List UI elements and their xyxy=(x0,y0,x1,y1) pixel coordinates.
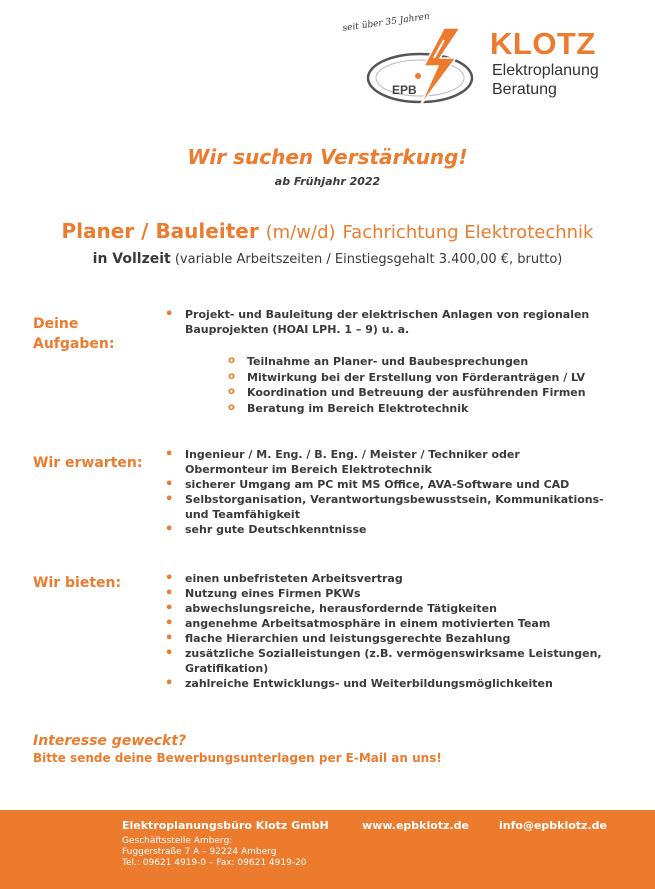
list-item: • Projekt- und Bauleitung der elektrischen Anlagen von regionalen Bauprojekten (HOAI LPH. 1 – 9) u. a. xyxy=(165,307,605,337)
job-title-main: Planer / Bauleiter xyxy=(61,219,259,243)
footer-address: Fuggerstraße 7 A – 92224 Amberg xyxy=(122,847,277,857)
tasks-label-line1: Deine xyxy=(33,316,79,332)
job-field: Fachrichtung Elektrotechnik xyxy=(342,222,594,243)
offer-label: Wir bieten: xyxy=(33,575,122,591)
list-item: • einen unbefristeten Arbeitsvertrag xyxy=(165,571,605,586)
footer-email-link[interactable]: info@epbklotz.de xyxy=(499,819,607,832)
job-gender: (m/w/d) xyxy=(265,222,336,243)
list-item: • sehr gute Deutschkenntnisse xyxy=(165,522,605,537)
list-item: o Teilnahme an Planer- und Baubesprechungen xyxy=(228,354,608,370)
footer xyxy=(0,810,655,889)
job-time: in Vollzeit xyxy=(92,251,171,267)
tasks-label-line2: Aufgaben: xyxy=(33,336,115,352)
footer-branch: Geschäftsstelle Amberg: xyxy=(122,836,233,846)
footer-phone: Tel.: 09621 4919-0 – Fax: 09621 4919-20 xyxy=(122,858,307,868)
list-item: • sicherer Umgang am PC mit MS Office, AVA-Software und CAD xyxy=(165,477,605,492)
list-item: • abwechslungsreiche, herausfordernde Tätigkeiten xyxy=(165,601,605,616)
list-item: • angenehme Arbeitsatmosphäre in einem motivierten Team xyxy=(165,616,605,631)
job-subtitle xyxy=(0,251,655,267)
list-item: • zusätzliche Sozialleistungen (z.B. vermögenswirksame Leistungen, Gratifikation) xyxy=(165,646,605,676)
job-details: (variable Arbeitszeiten / Einstiegsgehalt 3.400,00 €, brutto) xyxy=(174,252,563,267)
expect-label: Wir erwarten: xyxy=(33,455,143,471)
interest-title: Interesse geweckt? xyxy=(33,733,187,749)
expect-list xyxy=(165,447,605,537)
tasks-label xyxy=(33,314,114,354)
company-logo xyxy=(330,10,620,110)
logo-subtitle-2: Beratung xyxy=(492,81,557,98)
logo-tagline: seit über 35 Jahren xyxy=(342,11,431,34)
logo-brand: KLOTZ xyxy=(490,26,596,61)
list-item: o Mitwirkung bei der Erstellung von Förderanträgen / LV xyxy=(228,370,608,386)
list-item: • flache Hierarchien und leistungsgerechte Bezahlung xyxy=(165,631,605,646)
list-item: • Nutzung eines Firmen PKWs xyxy=(165,586,605,601)
list-item: • Selbstorganisation, Verantwortungsbewusstsein, Kommunikations- und Teamfähigkeit xyxy=(165,492,605,522)
list-item: • Ingenieur / M. Eng. / B. Eng. / Meister / Techniker oder Obermonteur im Bereich Elektrotechnik xyxy=(165,447,605,477)
interest-text: Bitte sende deine Bewerbungsunterlagen per E-Mail an uns! xyxy=(33,751,442,765)
list-item: o Koordination und Betreuung der ausführenden Firmen xyxy=(228,385,608,401)
logo-badge: EPB xyxy=(392,83,417,97)
start-date: ab Frühjahr 2022 xyxy=(274,175,381,188)
footer-company: Elektroplanungsbüro Klotz GmbH xyxy=(122,819,329,832)
offer-list xyxy=(165,571,605,691)
list-item: • zahlreiche Entwicklungs- und Weiterbildungsmöglichkeiten xyxy=(165,676,605,691)
job-title xyxy=(0,219,655,243)
logo-subtitle-1: Elektroplanung xyxy=(492,62,599,79)
list-item: o Beratung im Bereich Elektrotechnik xyxy=(228,401,608,417)
lightning-bolt-logo-icon xyxy=(360,18,500,108)
footer-website-link[interactable]: www.epbklotz.de xyxy=(362,819,469,832)
headline: Wir suchen Verstärkung! xyxy=(187,145,468,169)
tasks-list xyxy=(165,307,605,337)
tasks-sublist xyxy=(228,354,608,416)
